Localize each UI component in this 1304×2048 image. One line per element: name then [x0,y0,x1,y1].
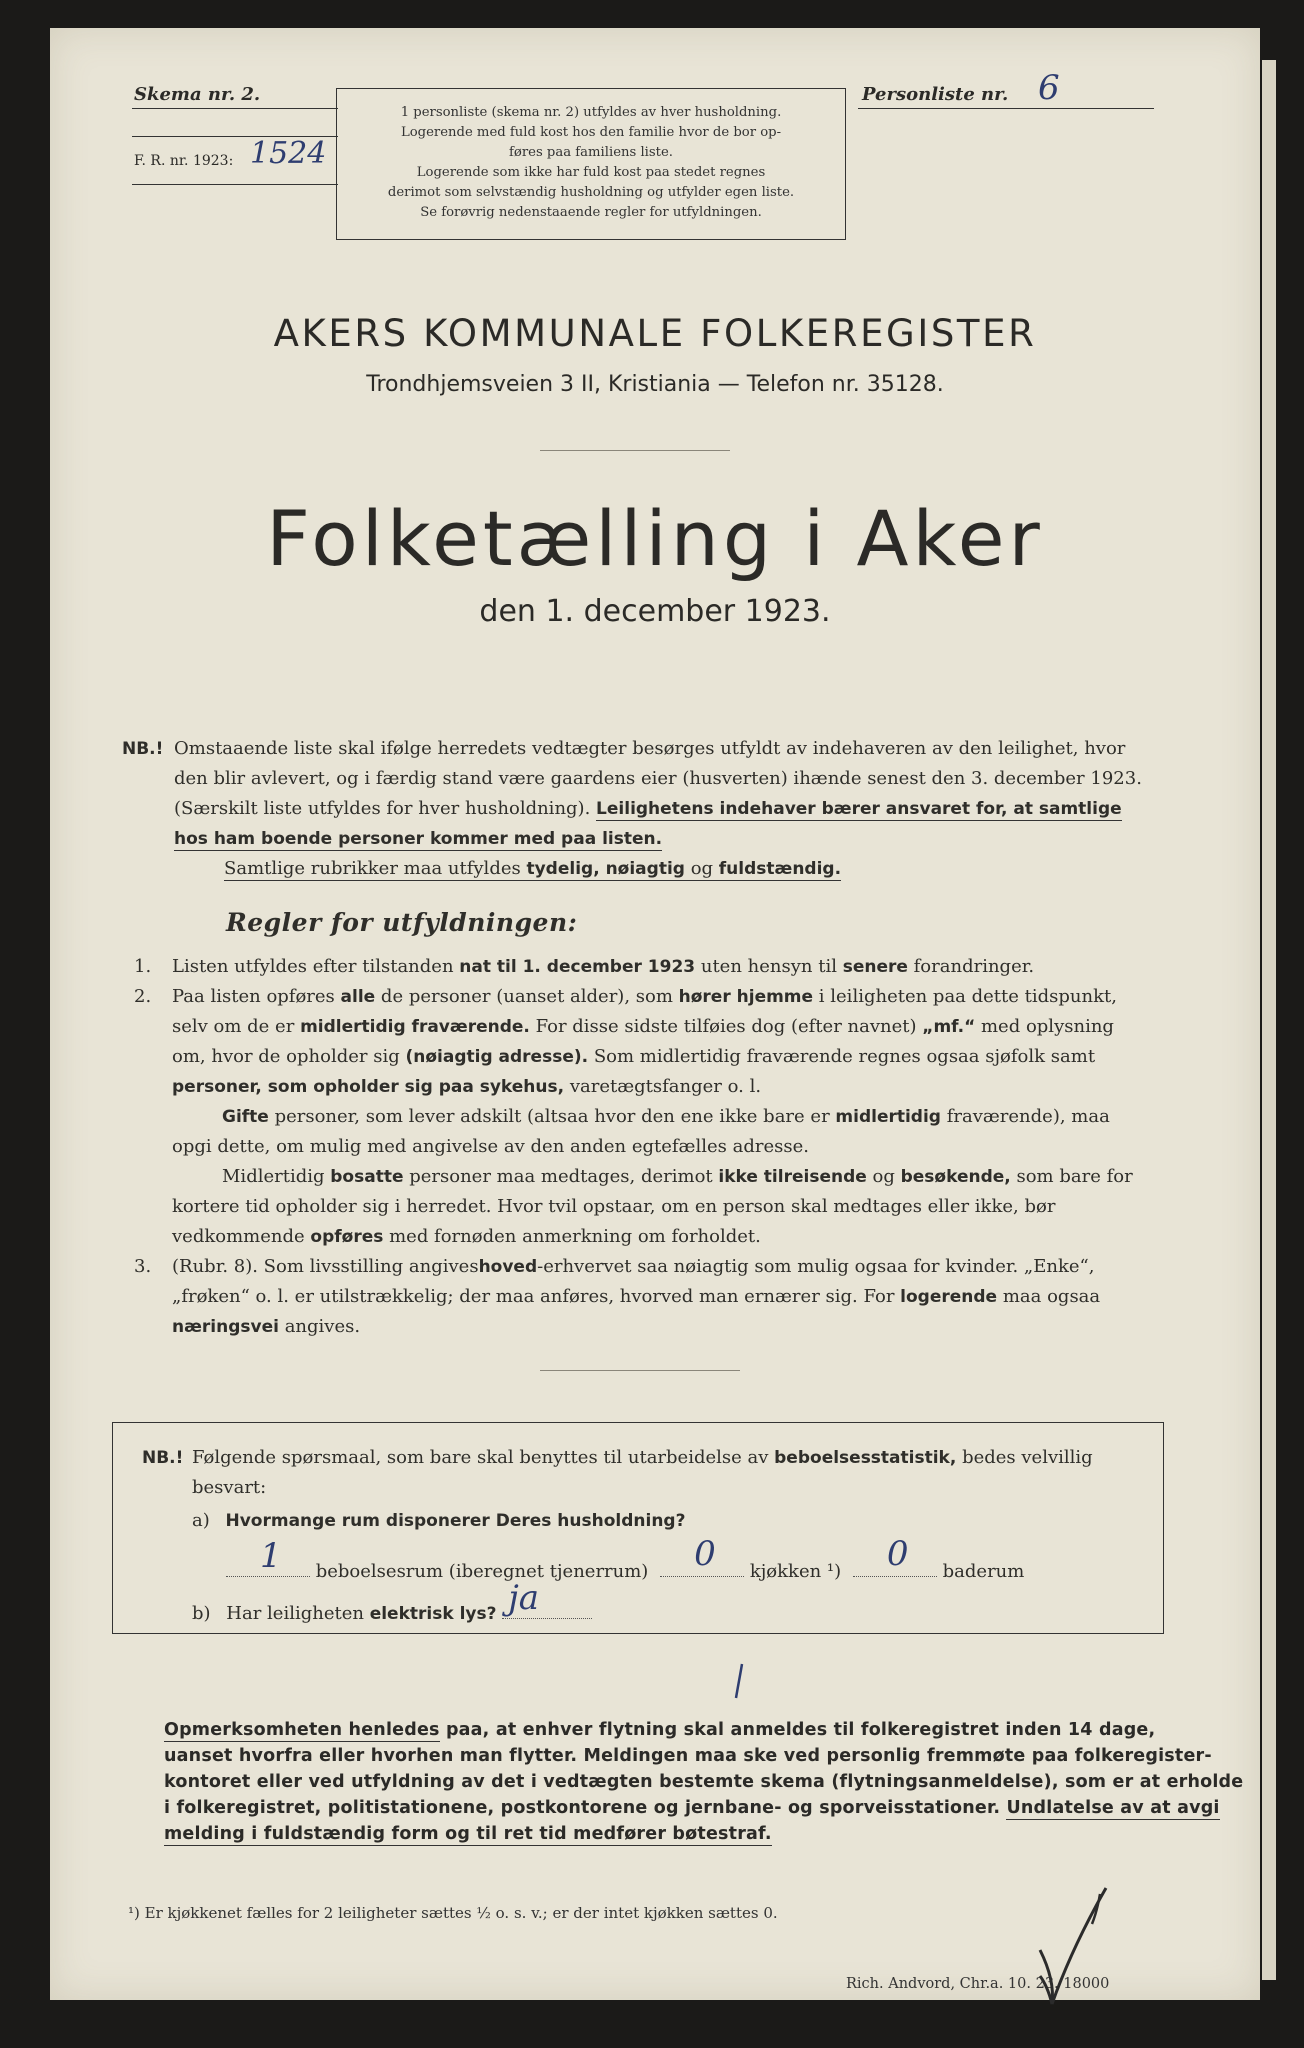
rule-text: i leiligheten paa dette tidspunkt, [818,986,1117,1007]
rule-text: som bare for [1016,1166,1133,1187]
question-emphasis: beboelsesstatistik, [774,1448,957,1468]
rule-emphasis: nat til 1. december 1923 [459,957,696,977]
rule-emphasis: hoved [478,1257,538,1277]
rule-text: varetægtsfanger o. l. [569,1076,762,1097]
nb-emphasis: tydelig, nøiagtig [526,859,685,879]
bath-field[interactable] [853,1534,937,1577]
rule-text: maa ogsaa [1002,1286,1101,1307]
rule-text: Midlertidig [222,1166,325,1187]
rule-emphasis: senere [842,957,908,977]
kitchen-value: 0 [694,1534,716,1574]
rule-text: „frøken“ o. l. er utilstrækkelig; der maa anføres, hvorved man ernærer sig. For [172,1286,895,1307]
nb-emphasis: hos ham boende personer kommer med paa listen. [174,829,663,849]
box-line: 1 personliste (skema nr. 2) utfyldes av hver husholdning. [400,105,782,120]
nb-text: den blir avlevert, og i færdig stand være gaardens eier (husverten) ihænde senest den 3. december 1923. [174,768,1142,789]
rule-emphasis: personer, som opholder sig paa sykehus, [172,1077,565,1097]
fr-number-value: 1524 [250,136,327,171]
rule-text: kortere tid opholder sig i herredet. Hvor tvil opstaar, om en person skal medtages eller ikke, bør [172,1196,1056,1217]
page-subtitle: den 1. december 1923. [479,594,831,629]
skema-number: Skema nr. 2. [134,84,261,105]
box-line: føres paa familiens liste. [509,145,673,160]
notice-emphasis: Undlatelse av at avgi [1006,1798,1220,1818]
rule-emphasis: opføres [310,1227,384,1247]
nb-emphasis: fuldstændig. [718,859,842,879]
nb-emphasis: Leilighetens indehaver bærer ansvaret for, at samtlige [596,799,1122,819]
rule-emphasis: Gifte [222,1107,269,1127]
rule-emphasis: logerende [900,1287,998,1307]
rule-text: om, hvor de opholder sig [172,1046,400,1067]
rule-number: 3. [134,1256,152,1277]
question-number: b) [192,1603,211,1624]
rule-text: fraværende), maa [946,1106,1110,1127]
rule-emphasis: bosatte [330,1167,404,1187]
notice-text: uanset hvorfra eller hvorhen man flytter. Meldingen maa ske ved personlig fremmøte paa folkeregister- [164,1746,1212,1766]
notice-text: paa, at enhver flytning skal anmeldes til folkeregistret inden 14 dage, [445,1720,1156,1740]
bath-value: 0 [886,1534,909,1574]
page-title: Folketælling i Aker [266,494,1044,583]
rooms-field[interactable] [226,1536,310,1577]
question-text: Har leiligheten [226,1603,364,1624]
notice-text: kontoret eller ved utfyldning av det i vedtægten bestemte skema (flytningsanmeldelse), som er at erholde [164,1772,1244,1792]
rule-text: uten hensyn til [700,956,837,977]
kitchen-label: kjøkken ¹) [749,1561,842,1582]
question-text: Følgende spørsmaal, som bare skal benyttes til utarbeidelse av [192,1447,769,1468]
nb-text: Samtlige rubrikker maa utfyldes [224,858,521,879]
rule-text: med oplysning [980,1016,1114,1037]
rule-emphasis: besøkende, [900,1167,1011,1187]
bath-label: baderum [942,1561,1025,1582]
question-number: a) [192,1510,210,1531]
rule-emphasis: alle [340,987,376,1007]
notice-text: i folkeregistret, politistationene, postkontorene og jernbane- og sporveisstationer. [164,1798,1001,1818]
box-line: derimot som selvstændig husholdning og utfylder egen liste. [387,185,795,200]
rule-text: angives. [284,1316,361,1337]
rule-text: Som midlertidig fraværende regnes ogsaa sjøfolk samt [593,1046,1096,1067]
rule-emphasis: (nøiagtig adresse). [405,1047,589,1067]
electric-light-value: ja [508,1578,540,1618]
rule-text: og [872,1166,895,1187]
rule-text: vedkommende [172,1226,305,1247]
question-text: bedes velvillig [962,1447,1093,1468]
question-text: besvart: [192,1477,267,1498]
kitchen-field[interactable] [660,1534,744,1577]
organization-address: Trondhjemsveien 3 II, Kristiania — Telefon nr. 35128. [366,372,944,397]
box-line: Logerende som ikke har fuld kost paa stedet regnes [416,165,766,180]
nb-label: NB.! [122,739,164,759]
rule-emphasis: midlertidig [835,1107,941,1127]
printer-line: Rich. Andvord, Chr.a. 10. 23. 18000 [846,1976,1110,1992]
rule-text: forandringer. [913,956,1035,977]
notice-emphasis: Opmerksomheten henledes [164,1720,440,1740]
paper-edge [1262,60,1276,1980]
rule-number: 2. [134,986,152,1007]
question-rooms: Hvormange rum disponerer Deres husholdning? [225,1511,686,1531]
nb-text: Omstaaende liste skal ifølge herredets vedtægter besørges utfyldt av indehaveren av den leilighet, hvor [174,738,1126,759]
rule-text: (Rubr. 8). Som livsstilling angives [172,1256,479,1277]
rule-text: Paa listen opføres [172,986,335,1007]
question-electric-light: elektrisk lys? [369,1604,497,1624]
electric-light-field[interactable] [502,1578,592,1619]
rule-emphasis: næringsvei [172,1317,279,1337]
rule-text: med fornøden anmerkning om forholdet. [389,1226,761,1247]
footnote: ¹) Er kjøkkenet fælles for 2 leiligheter sættes ½ o. s. v.; er der intet kjøkken sættes 0. [128,1904,778,1922]
rule-text: Listen utfyldes efter tilstanden [172,956,454,977]
rules-heading: Regler for utfyldningen: [226,908,578,937]
pen-mark-icon [720,1658,760,1708]
rule-text: personer, som lever adskilt (altsaa hvor den ene ikke bare er [274,1106,830,1127]
nb-label: NB.! [142,1448,184,1468]
nb-text: (Særskilt liste utfyldes for hver husholdning). [174,798,591,819]
notice-emphasis: melding i fuldstændig form og til ret tid medfører bøtestraf. [164,1824,772,1844]
organization-name: AKERS KOMMUNALE FOLKEREGISTER [273,312,1037,355]
personliste-label: Personliste nr. [862,84,1009,105]
rule-text: selv om de er [172,1016,295,1037]
rule-text: For disse sidste tilføies dog (efter navnet) [535,1016,917,1037]
box-line: Logerende med fuld kost hos den familie hvor de bor op- [400,125,782,140]
nb-text: og [690,858,714,879]
rule-emphasis: ikke tilreisende [718,1167,867,1187]
rule-text: de personer (uanset alder), som [380,986,673,1007]
rule-text: -erhvervet saa nøiagtig som mulig ogsaa for kvinder. „Enke“, [537,1256,1095,1277]
rule-text: opgi dette, om mulig med angivelse av den anden egtefælles adresse. [172,1136,809,1157]
personliste-value: 6 [1038,68,1060,108]
fr-number-label: F. R. nr. 1923: [134,153,234,169]
checkmark-signature-icon [1010,1880,1130,2010]
rule-emphasis: hører hjemme [678,987,814,1007]
rule-emphasis: midlertidig fraværende. [300,1017,530,1037]
box-line: Se forøvrig nedenstaaende regler for utfyldningen. [420,205,762,220]
rooms-value: 1 [260,1536,282,1576]
instruction-box [336,88,846,240]
census-form [50,28,1260,2000]
rule-number: 1. [134,956,152,977]
rule-text: personer maa medtages, derimot [409,1166,713,1187]
rule-emphasis: „mf.“ [922,1017,976,1037]
rooms-label: beboelsesrum (iberegnet tjenerrum) [315,1561,649,1582]
